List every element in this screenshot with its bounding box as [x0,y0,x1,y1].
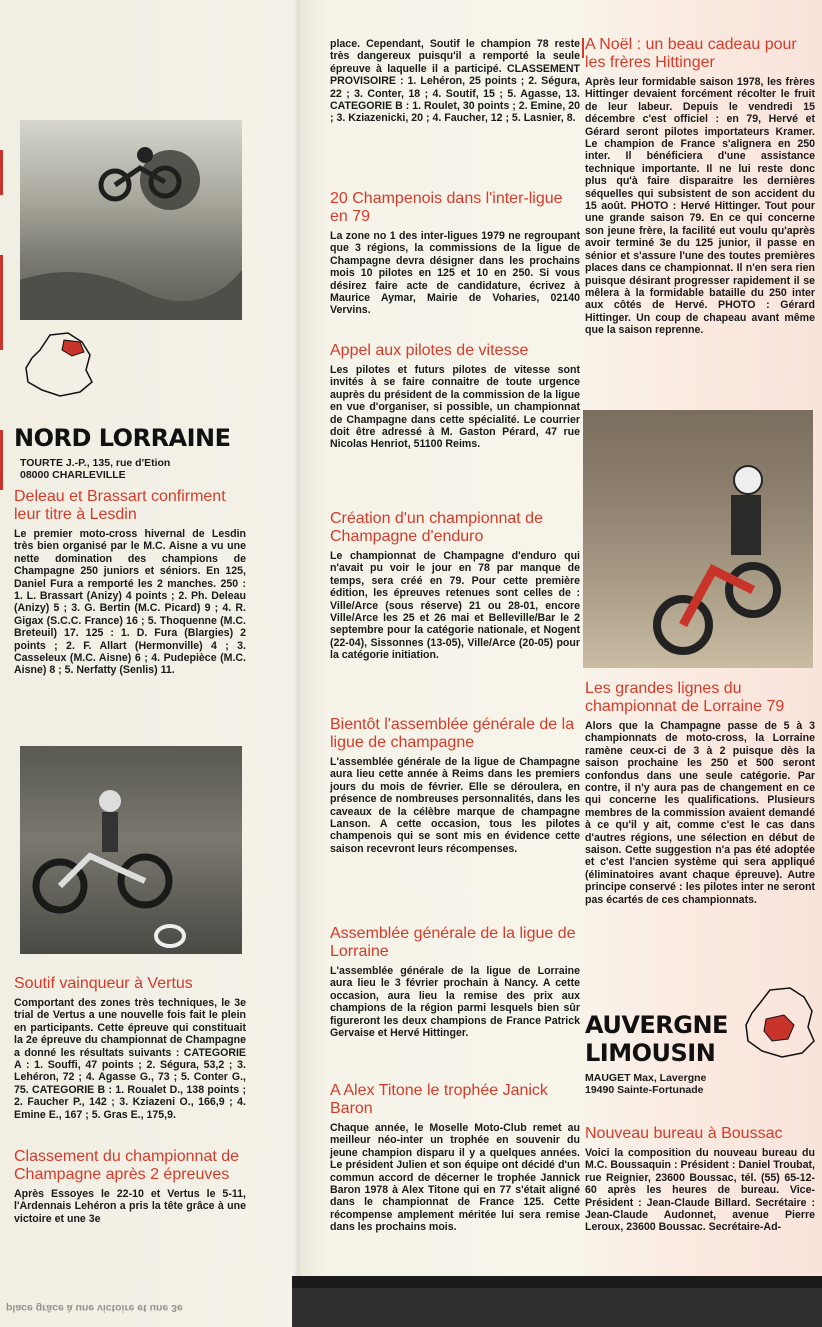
article-title: Bientôt l'assemblée générale de la ligue de champagne [330,716,575,751]
region-title-auvergne: AUVERGNE [585,1011,728,1039]
france-map-icon [20,330,95,400]
article-assemblee [330,925,580,1039]
article-title: Création d'un championnat de Champagne d'enduro [330,510,543,545]
article-noel [585,36,815,337]
page-bottom-shadow [292,1276,822,1288]
accent-rule [582,38,584,58]
article-classement [14,1148,246,1225]
article-title: Classement du championnat de Champagne après 2 épreuves [14,1148,240,1183]
article-body: Les pilotes et futurs pilotes de vitesse sont invités à se faire connaitre de toute urgence auprès du président de la commission de la ligue en vue d'organiser, si possible, un championnat de Champagne dans cette spécialité. Le courrier doit être adressé à M. Gaston Pérard, 47 rue Nicolas Henriot, 51100 Reims. [330,364,580,451]
region-address: TOURTE J.-P., 135, rue d'Etion 08000 CHARLEVILLE [20,457,171,481]
article-title: A Noël : un beau cadeau pour les frères Hittinger [585,36,797,71]
article-creation [330,510,580,662]
article-body: Comportant des zones très techniques, le 3e trial de Vertus a une nouvelle fois fait le plein en participants. Cette épreuve qui constituait la 2e épreuve du championnat de Champagne a donné les résultats suivants : CATEGORIE A : 1. Souffi, 47 points ; 2. Ségura, 53,2 ; 3. Lehéron, 72 ; 4. Agasse G., 73 ; 5. Conter G., 75. CATEGORIE B : 1. Roualet D., 138 points ; 2. Faucher P., 142 ; 3. Kziazeni O., 166,9 ; 4. Emine E., 167 ; 5. Gras E., 175,9. [14,997,246,1121]
article-bientot [330,716,580,855]
region-title-limousin: LIMOUSIN [585,1039,716,1067]
article-titone [330,1082,580,1234]
article-body: Après leur formidable saison 1978, les frères Hittinger devaient forcément récolter le fruit de leur labeur. Depuis le vendredi 15 décembre c'est officiel : en 79, Hervé et Gérard seront pilotes importateurs Kramer. Le champion de France s'alignera en 250 inter. Il bénéficiera d'une assistance technique importante. Il ne lui reste donc plus qu'à faire disparaitre les dernières séquelles qui subsistent de son accident du 15 août. PHOTO : Hervé Hittinger. Tout pour une grande saison 79. En ce qui concerne son jeune frère, la facilité eut voulu qu'après avoir terminé 3e du 125 junior, il passe en sénior et s'assure l'une des toutes premières places dans ce championnat. Il n'en sera rien puisque désirant progresser rapidement il se mêlera à la formidable bataille du 250 inter aux côtés de Hervé. PHOTO : Gérard Hittinger. Un coup de chapeau avant même que la saison reprenne. [585,76,815,337]
trial-photo [20,746,242,954]
article-title: Assemblée générale de la ligue de Lorraine [330,925,576,960]
article-grandes [585,680,815,906]
article-title: Appel aux pilotes de vitesse [330,342,529,359]
margin-red-mark [0,150,3,195]
article-body: Voici la composition du nouveau bureau du M.C. Boussaquin : Président : Daniel Troubat, rue Reignier, 23600 Boussac, tél. (55) 65-12-60 après les heures de bureau. Vice-Président : Jean-Claude Billard. Secrétaire : Jean-Claude Audonnet, avenue Pierre Leroux, 23600 Boussac. Secrétaire-Ad- [585,1147,815,1234]
article-title: Deleau et Brassart confirment leur titre à Lesdin [14,488,226,523]
article-body: La zone no 1 des inter-ligues 1979 ne regroupant que 3 régions, la commissions de la ligue de Champagne devra désigner dans les prochains mois 10 pilotes en 125 et 10 en 250. Si vous désirez faire acte de candidature, écrivez à Maurice Aymar, Mairie de Voharies, 02140 Vervins. [330,230,580,317]
article-deleau [14,488,246,677]
region-address: MAUGET Max, Lavergne 19490 Sainte-Fortunade [585,1072,707,1096]
article-title: Soutif vainqueur à Vertus [14,975,193,992]
margin-red-mark [0,430,3,490]
rider-photo [583,410,813,668]
article-title: Nouveau bureau à Boussac [585,1125,783,1142]
article-boussac [585,1125,815,1234]
region-title-nord-lorraine: NORD LORRAINE [14,424,231,452]
article-body: Le championnat de Champagne d'enduro qui n'avait pu voir le jour en 78 par manque de temps, sera créé en 79. Pour cette première édition, les épreuves retenues sont celles de : Ville/Arce (sous réserve) 21 ou 28-01, encore Ville/Arce les 25 et 26 mai et Belleville/Bar le 2 septembre pour la catégorie nationale, et Nogent (22-04), Sissonnes (13-05), Ville/Arce (20-05) pour la catégorie initiation. [330,550,580,662]
page-crease [293,0,303,1327]
article-title: Les grandes lignes du championnat de Lorraine 79 [585,680,785,715]
article-body: Après Essoyes le 22-10 et Vertus le 5-11, l'Ardennais Lehéron a pris la tête grâce à une victoire et une 3e [14,1188,246,1225]
bleed-through-text: place grâce à une victoire et une 3e [6,1302,183,1314]
article-soutif [14,975,246,1121]
article-title: 20 Champenois dans l'inter-ligue en 79 [330,190,563,225]
margin-red-mark [0,255,3,350]
france-map-icon [740,985,818,1063]
article-continuation: place. Cependant, Soutif le champion 78 reste très dangereux puisqu'il a remporté la seule épreuve à laquelle il a participé. CLASSEMENT PROVISOIRE : 1. Lehéron, 25 points ; 2. Ségura, 22 ; 3. Conter, 18 ; 4. Soutif, 15 ; 5. Agasse, 13. CATEGORIE B : 1. Roulet, 30 points ; 2. Emine, 20 ; 3. Kziazenicki, 20 ; 4. Faucher, 12 ; 5. Lasnier, 8. [330,38,580,125]
motocross-photo [20,120,242,320]
article-body: L'assemblée générale de la ligue de Lorraine aura lieu le 3 février prochain à Nancy. A cette occasion, aura lieu la remise des prix aux champions de la région parmi lesquels bien sûr figureront les deux champions de France Patrick Gervaise et Hervé Hittinger. [330,965,580,1040]
article-body: Alors que la Champagne passe de 5 à 3 championnats de moto-cross, la Lorraine ramène ceux-ci de 3 à 2 puisque dès la saison prochaine les 250 et 500 seront confondus dans une seule catégorie. Par contre, il n'y aura pas de changement en ce qui concerne les qualifications. Plusieurs membres de la commission avaient demandé à ce qu'il y ait, comme c'est le cas dans d'autres régions, une sélection en début de saison. Cette suggestion n'a pas été adoptée et c'est l'ancien système qui sera appliqué (éliminatoires avant chaque épreuve). Autre principe conservé : les pilotes inter ne seront pas écartés de ces championnats. [585,720,815,906]
article-body: Le premier moto-cross hivernal de Lesdin très bien organisé par le M.C. Aisne a vu une nette domination des champions de Champagne 250 juniors et séniors. En 125, Daniel Fura a remporté les 2 manches. 250 : 1. L. Brassart (Anizy) 4 points ; 2. Ph. Deleau (Anizy) 5 ; 3. G. Bertin (M.C. Picard) 9 ; 4. R. Gigax (S.C.C. France) 16 ; 5. Thoquenne (M.C. Breteuil) 17. 125 : 1. D. Fura (Blargies) 2 points ; 2. F. Allart (Hermonville) 4 ; 3. Casseleux (M.C. Aisne) 6 ; 4. Pudepièce (M.C. Aisne) 8 ; 5. Nerfatty (Senlis) 11. [14,528,246,677]
article-champenois [330,190,580,317]
article-appel [330,342,580,451]
article-title: A Alex Titone le trophée Janick Baron [330,1082,548,1117]
article-body: Chaque année, le Moselle Moto-Club remet au meilleur néo-inter un trophée en souvenir du jeune champion disparu il y a quelques années. Le président Julien et son équipe ont décidé d'un commun accord de décerner le trophée Jannick Baron 1978 à Alex Titone qui en 77 s'était aligné dans le championnat de France 125. Cette récompense amplement méritée lui sera remise dans les prochains mois. [330,1122,580,1234]
article-body: L'assemblée générale de la ligue de Champagne aura lieu cette année à Reims dans les premiers jours du mois de février. Elle se déroulera, en présence de nombreuses personnalités, dans les caveaux de la célèbre marque de champagne Lanson. A cette occasion, tous les pilotes champenois qui se sont mis en évidence cette saison recevront leurs récompenses. [330,756,580,855]
